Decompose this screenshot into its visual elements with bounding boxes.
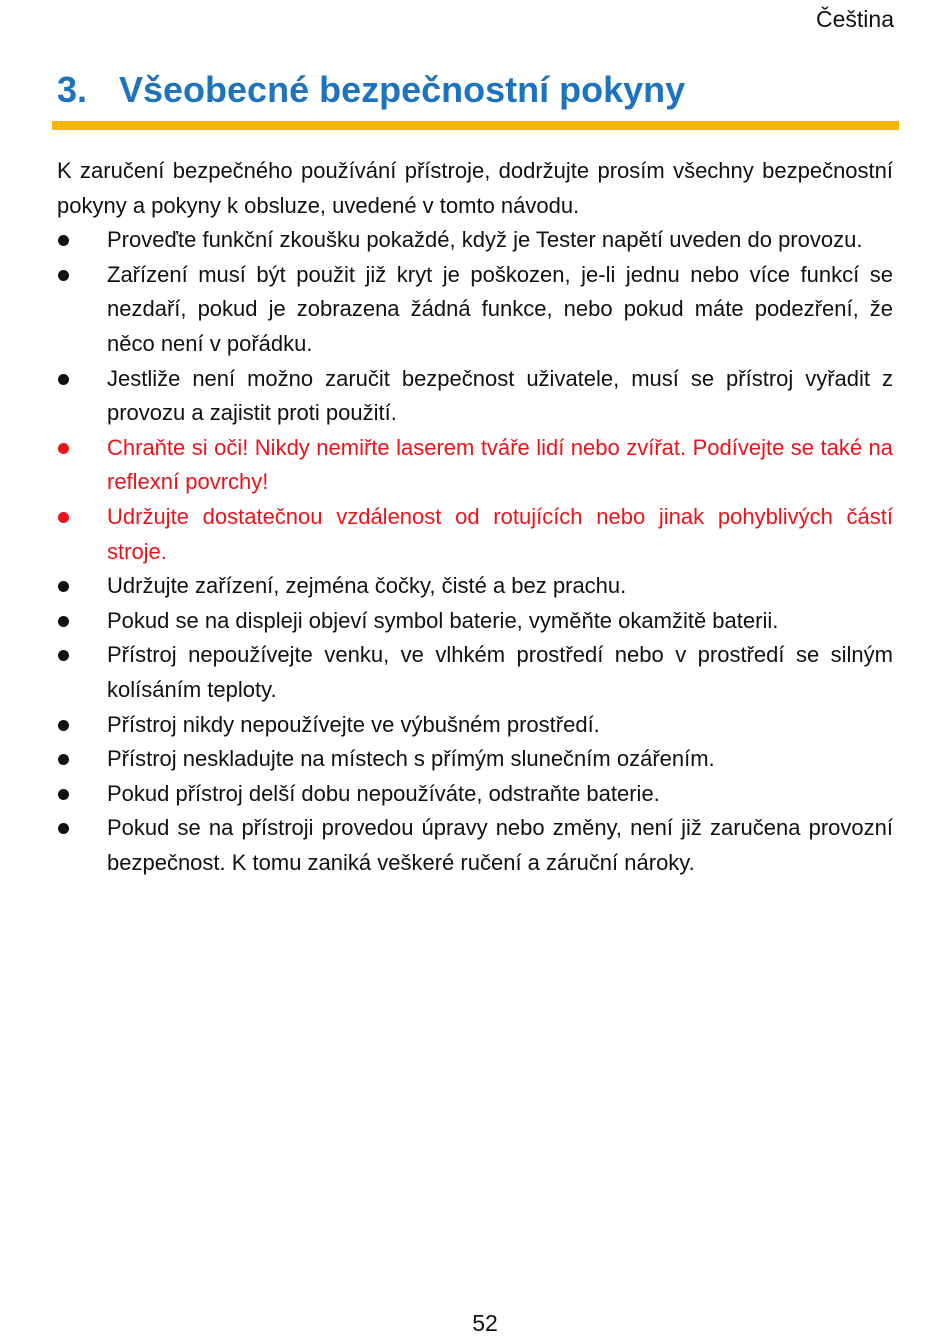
safety-rule-item <box>57 777 893 812</box>
warning-rule-item <box>57 431 893 500</box>
safety-rules-list <box>57 223 893 880</box>
safety-rule-item <box>57 638 893 707</box>
intro-paragraph: K zaručení bezpečného používání přístroje, dodržujte prosím všechny bezpečnostní pokyny a pokyny k obsluze, uvedené v tomto návodu. <box>57 158 893 218</box>
rule-text: Přístroj neskladujte na místech s přímým slunečním ozářením. <box>107 746 715 772</box>
safety-rule-item <box>57 742 893 777</box>
bullet-icon <box>58 650 69 661</box>
rule-text: Zařízení musí být použit již kryt je poškozen, je-li jednu nebo více funkcí se nezdaří, pokud je zobrazena žádná funkce, nebo pokud máte podezření, že něco není v pořádku. <box>107 261 893 356</box>
section-title <box>57 66 898 114</box>
rule-text: Přístroj nikdy nepoužívejte ve výbušném prostředí. <box>107 711 600 737</box>
document-body <box>57 154 893 880</box>
bullet-icon <box>58 720 69 731</box>
rule-text: Udržujte dostatečnou vzdálenost od rotujících nebo jinak pohyblivých částí stroje. <box>107 503 893 564</box>
bullet-icon <box>58 789 69 800</box>
bullet-icon <box>58 374 69 385</box>
section-title-text: Všeobecné bezpečnostní pokyny <box>119 69 686 110</box>
rule-text: Jestliže není možno zaručit bezpečnost uživatele, musí se přístroj vyřadit z provozu a zajistit proti použití. <box>107 365 893 426</box>
safety-rule-item <box>57 811 893 880</box>
bullet-icon <box>58 581 69 592</box>
rule-text: Udržujte zařízení, zejména čočky, čisté a bez prachu. <box>107 573 627 599</box>
page-number: 52 <box>472 1310 498 1336</box>
rule-text: Přístroj nepoužívejte venku, ve vlhkém prostředí nebo v prostředí se silným kolísáním teploty. <box>107 642 893 702</box>
safety-rule-item <box>57 258 893 362</box>
rule-text: Proveďte funkční zkoušku pokaždé, když je Tester napětí uveden do provozu. <box>107 227 863 253</box>
safety-rule-item <box>57 708 893 743</box>
bullet-icon <box>58 616 69 627</box>
safety-rule-item <box>57 569 893 604</box>
warning-rule-item <box>57 500 893 569</box>
safety-rule-item <box>57 604 893 639</box>
safety-rule-item <box>57 223 893 258</box>
title-underline <box>52 121 899 130</box>
rule-text: Pokud se na displeji objeví symbol baterie, vyměňte okamžitě baterii. <box>107 607 779 633</box>
bullet-icon <box>58 823 69 834</box>
bullet-icon <box>58 270 69 281</box>
bullet-icon <box>58 754 69 765</box>
rule-text: Pokud se na přístroji provedou úpravy nebo změny, není již zaručena provozní bezpečnost. K tomu zaniká veškeré ručení a záruční nároky. <box>107 815 893 875</box>
header-language: Čeština <box>816 6 894 32</box>
rule-text: Pokud přístroj delší dobu nepoužíváte, odstraňte baterie. <box>107 780 660 806</box>
safety-rule-item <box>57 362 893 431</box>
section-number: 3. <box>57 69 88 110</box>
rule-text: Chraňte si oči! Nikdy nemiřte laserem tváře lidí nebo zvířat. Podívejte se také na reflexní povrchy! <box>107 434 893 495</box>
bullet-icon <box>58 443 69 454</box>
bullet-icon <box>58 512 69 523</box>
bullet-icon <box>58 235 69 246</box>
